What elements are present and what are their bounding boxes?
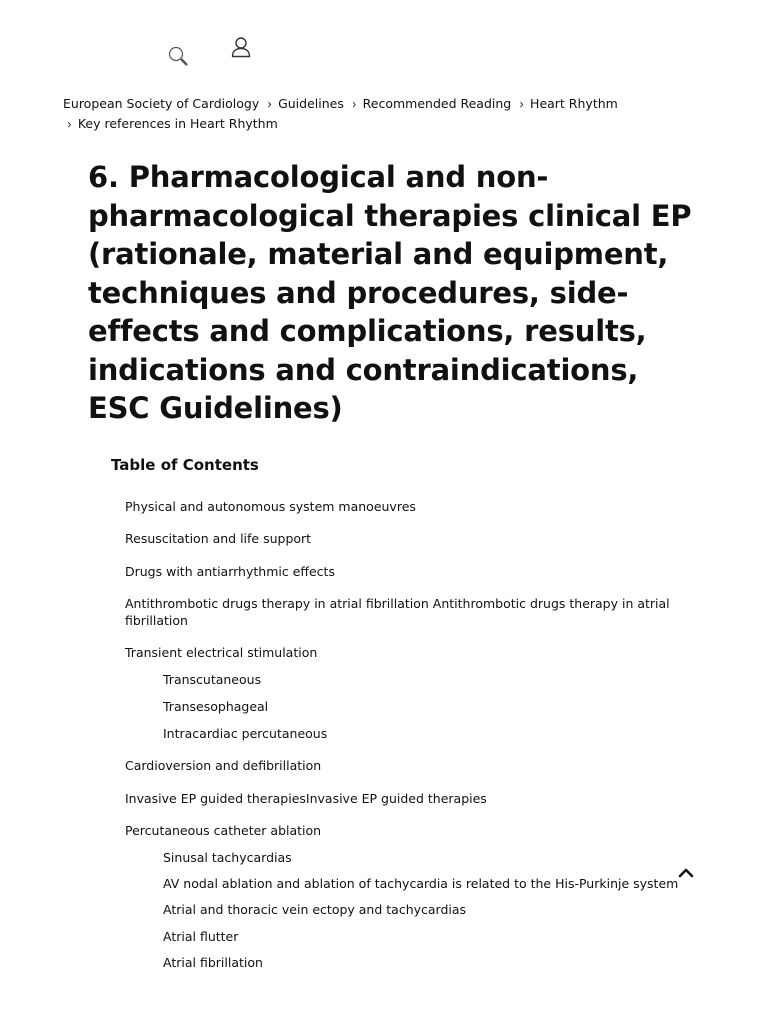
toc-subitem[interactable]: AV nodal ablation and ablation of tachycardia is related to the His-Purkinje system	[163, 876, 679, 891]
chevron-right-icon: ›	[519, 96, 525, 112]
page-title: 6. Pharmacological and non-pharmacological therapies clinical EP (rationale, material and equipment, techniques and procedures, side-effects and complications, results, indications and contraindications, ESC Guidelines)	[88, 160, 692, 425]
toc-item[interactable]: Antithrombotic drugs therapy in atrial fibrillation Antithrombotic drugs therapy in atrial fibrillation	[125, 596, 670, 628]
toc-heading: Table of Contents	[111, 456, 259, 474]
breadcrumb-item[interactable]: European Society of Cardiology	[63, 96, 260, 111]
toc-subitem[interactable]: Atrial flutter	[163, 929, 239, 944]
toc-item[interactable]: Cardioversion and defibrillation	[125, 758, 322, 773]
breadcrumb-item[interactable]: Guidelines	[278, 96, 344, 111]
chevron-right-icon: ›	[67, 116, 72, 132]
chevron-up-icon[interactable]	[674, 861, 698, 885]
breadcrumb-item[interactable]: Recommended Reading	[362, 96, 512, 111]
header-icons	[0, 0, 768, 80]
toc-subitem[interactable]: Transcutaneous	[163, 672, 262, 687]
user-icon[interactable]	[229, 35, 253, 59]
chevron-right-icon: ›	[351, 96, 357, 112]
toc-subitem[interactable]: Atrial and thoracic vein ectopy and tachycardias	[163, 902, 467, 917]
chevron-right-icon: ›	[267, 96, 273, 112]
toc-subitem[interactable]: Intracardiac percutaneous	[163, 726, 328, 741]
toc-subitem[interactable]: Sinusal tachycardias	[163, 850, 292, 865]
breadcrumb-item[interactable]: Heart Rhythm	[530, 96, 618, 111]
search-icon[interactable]	[166, 44, 192, 70]
toc-item[interactable]: Drugs with antiarrhythmic effects	[125, 564, 335, 579]
breadcrumb	[63, 94, 713, 134]
toc-item[interactable]: Invasive EP guided therapiesInvasive EP guided therapies	[125, 791, 487, 806]
toc-item[interactable]: Resuscitation and life support	[125, 531, 312, 546]
toc-item[interactable]: Percutaneous catheter ablation	[125, 823, 322, 838]
toc-item[interactable]: Transient electrical stimulation	[125, 645, 318, 660]
toc-item[interactable]: Physical and autonomous system manoeuvres	[125, 499, 416, 514]
toc-subitem[interactable]: Atrial fibrillation	[163, 955, 263, 970]
breadcrumb-item[interactable]: Key references in Heart Rhythm	[77, 116, 278, 131]
toc-subitem[interactable]: Transesophageal	[163, 699, 269, 714]
